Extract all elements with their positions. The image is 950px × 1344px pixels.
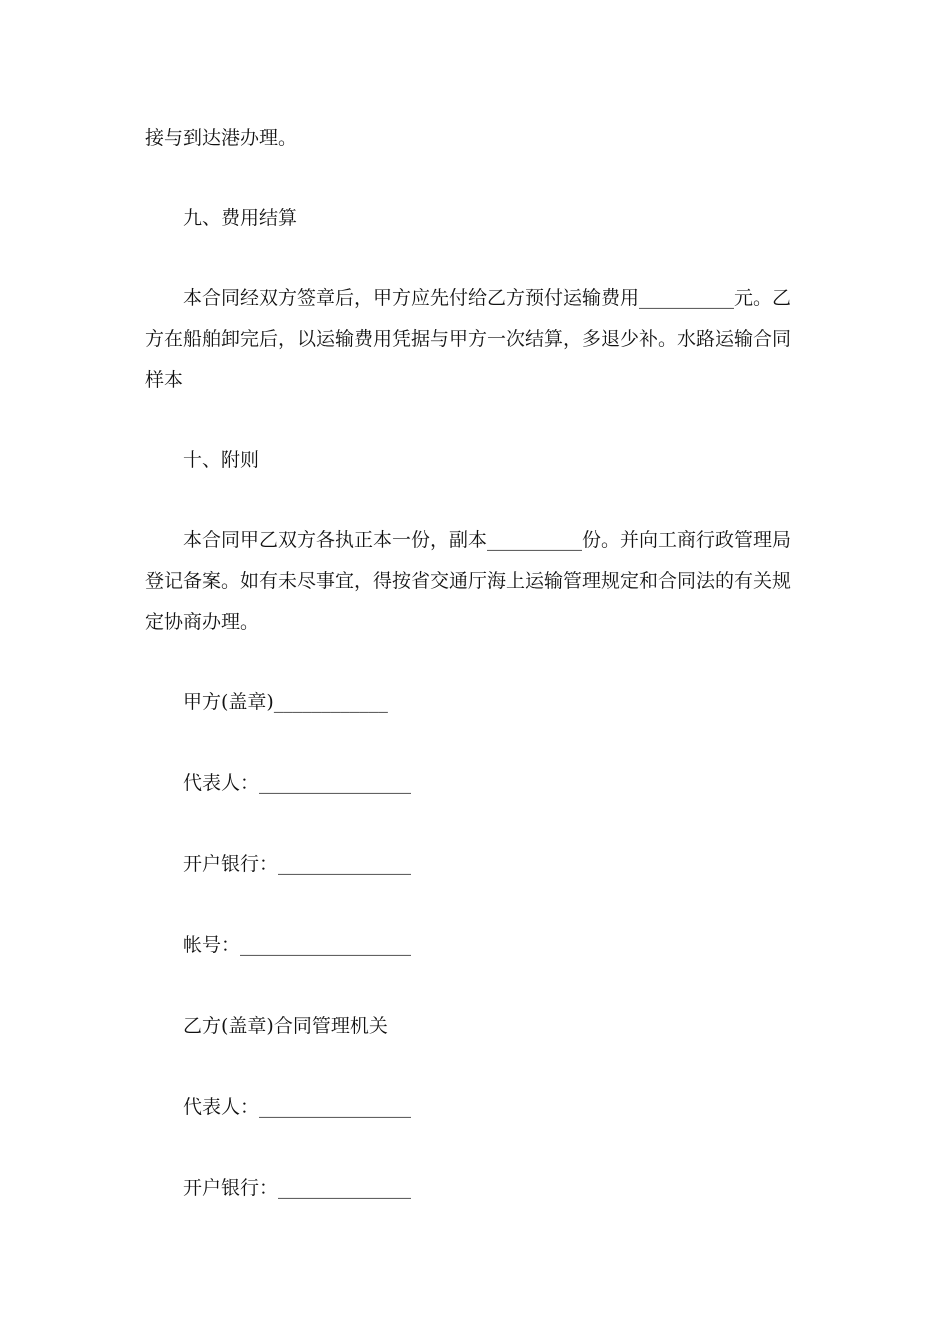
party-b-representative-field: 代表人：________________ xyxy=(183,1096,412,1118)
paragraph-line: 本合同甲乙双方各执正本一份，副本__________份。并向工商行政管理局 xyxy=(183,529,792,551)
paragraph-line: 定协商办理。 xyxy=(145,611,260,633)
party-a-bank-field: 开户银行：______________ xyxy=(183,853,412,875)
paragraph-line: 样本 xyxy=(145,369,184,391)
paragraph-line: 方在船舶卸完后，以运输费用凭据与甲方一次结算，多退少补。水路运输合同 xyxy=(145,328,792,350)
party-b-seal-field: 乙方(盖章)合同管理机关 xyxy=(183,1015,388,1037)
party-a-seal-field: 甲方(盖章)____________ xyxy=(183,691,388,713)
section-heading-appendix: 十、附则 xyxy=(183,449,260,471)
paragraph-line: 本合同经双方签章后，甲方应先付给乙方预付运输费用__________元。乙 xyxy=(183,287,792,309)
section-heading-fee-settlement: 九、费用结算 xyxy=(183,207,298,229)
party-b-bank-field: 开户银行：______________ xyxy=(183,1177,412,1199)
party-a-representative-field: 代表人：________________ xyxy=(183,772,412,794)
party-a-account-field: 帐号：__________________ xyxy=(183,934,412,956)
paragraph-line: 接与到达港办理。 xyxy=(145,127,298,149)
paragraph-line: 登记备案。如有未尽事宜，得按省交通厅海上运输管理规定和合同法的有关规 xyxy=(145,570,792,592)
